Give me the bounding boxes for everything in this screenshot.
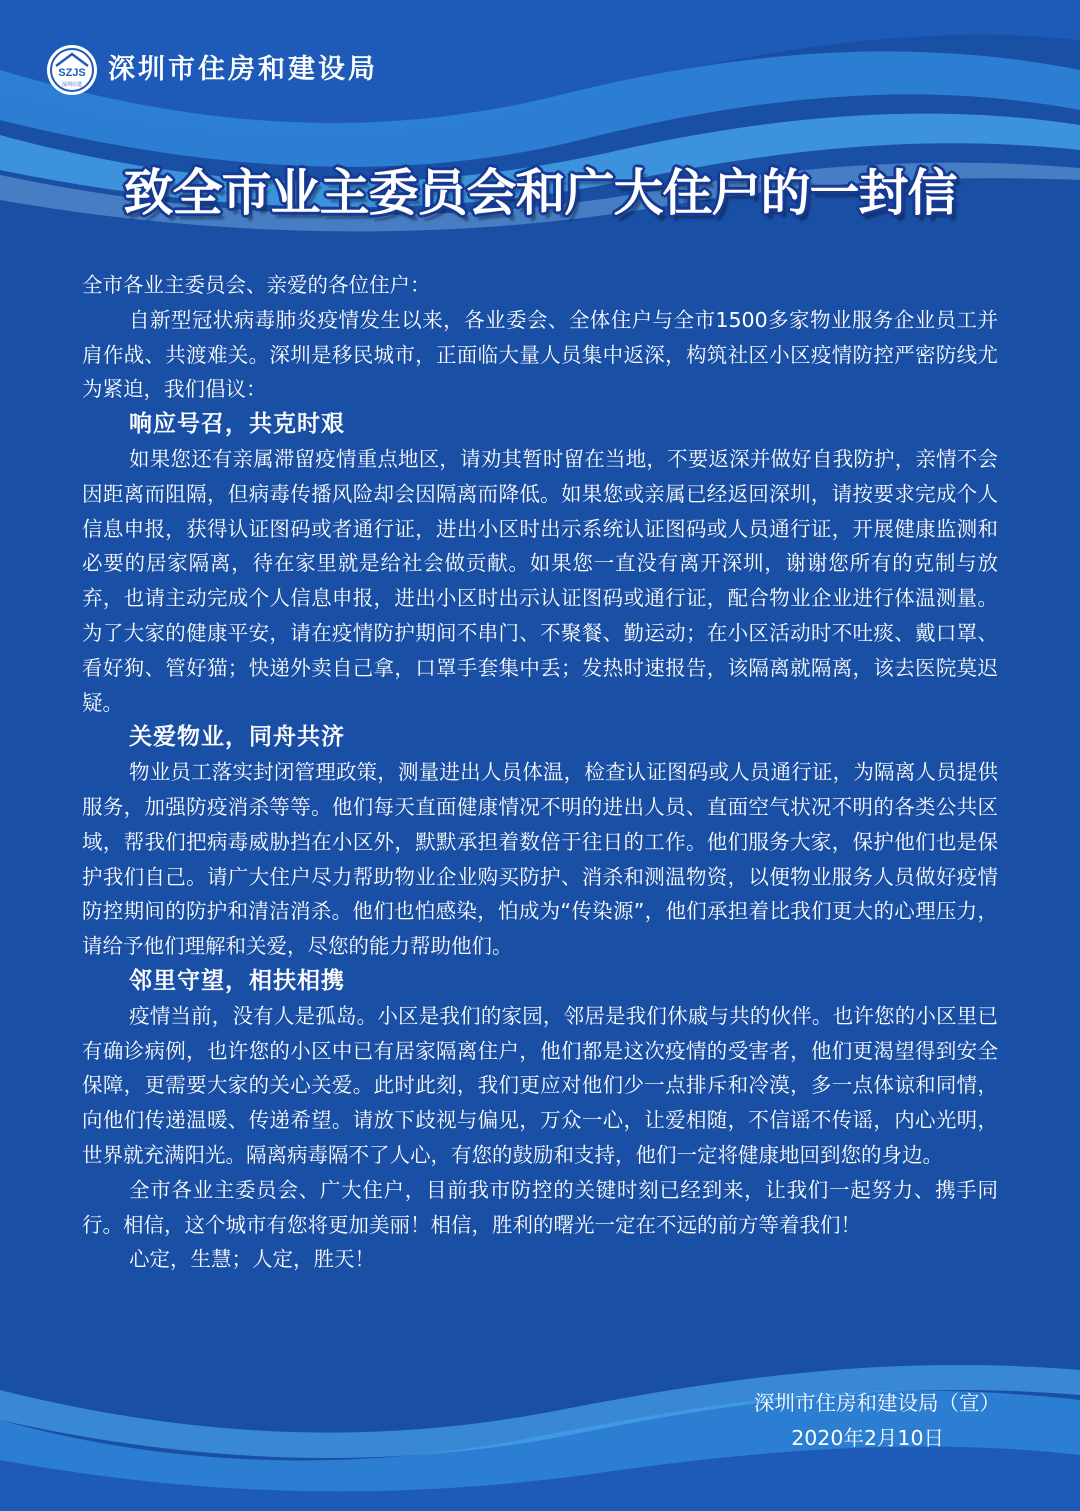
motto: 心定，生慧；人定，胜天！ — [129, 1247, 375, 1272]
signature — [754, 1386, 1000, 1456]
intro-paragraph: 自新型冠状病毒肺炎疫情发生以来，各业委会、全体住户与全市1500多家物业服务企业员工并肩作战、共渡难关。深圳是移民城市，正面临大量人员集中返深，构筑社区小区疫情防控严密防线尤为紧迫，我们倡议： — [82, 307, 998, 402]
logo-caption: 深圳住建 — [61, 82, 83, 88]
salutation: 全市各业主委员会、亲爱的各位住户： — [82, 273, 431, 297]
letter-title: 致全市业主委员会和广大住户的一封信 — [123, 164, 957, 222]
section-heading: 关爱物业，同舟共济 — [129, 724, 345, 751]
letter-body — [82, 268, 998, 1277]
section-paragraph: 物业员工落实封闭管理政策，测量进出人员体温，检查认证图码或人员通行证，为隔离人员提供服务，加强防疫消杀等等。他们每天直面健康情况不明的进出人员、直面空气状况不明的各类公共区域，帮我们把病毒威胁挡在小区外，默默承担着数倍于往日的工作。他们服务大家，保护他们也是保护我们自己。请广大住户尽力帮助物业企业购买防护、消杀和测温物资，以便物业服务人员做好疫情防控期间的防护和清洁消杀。他们也怕感染，怕成为“传染源”，他们承担着比我们更大的心理压力，请给予他们理解和关爱，尽您的能力帮助他们。 — [82, 760, 998, 959]
szjs-logo-icon — [46, 44, 98, 96]
section-paragraph: 疫情当前，没有人是孤岛。小区是我们的家园，邻居是我们休戚与共的伙伴。也许您的小区里已有确诊病例，也许您的小区中已有居家隔离住户，他们都是这次疫情的受害者，他们更渴望得到安全保障，更需要大家的关心关爱。此时此刻，我们更应对他们少一点排斥和冷漠，多一点体谅和同情，向他们传递温暖、传递希望。请放下歧视与偏见，万众一心，让爱相随，不信谣不传谣，内心光明，世界就充满阳光。隔离病毒隔不了人心，有您的鼓励和支持，他们一定将健康地回到您的身边。 — [82, 1003, 998, 1167]
section-heading: 响应号召，共克时艰 — [129, 411, 345, 438]
closing-paragraph: 全市各业主委员会、广大住户，目前我市防控的关键时刻已经到来，让我们一起努力、携手同行。相信，这个城市有您将更加美丽！相信，胜利的曙光一定在不远的前方等着我们！ — [82, 1177, 998, 1237]
signature-date: 2020年2月10日 — [791, 1425, 944, 1450]
org-name: 深圳市住房和建设局 — [108, 54, 378, 85]
signature-org: 深圳市住房和建设局（宣） — [754, 1391, 1000, 1415]
section-paragraph: 如果您还有亲属滞留疫情重点地区，请劝其暂时留在当地，不要返深并做好自我防护，亲情不会因距离而阻隔，但病毒传播风险却会因隔离而降低。如果您或亲属已经返回深圳，请按要求完成个人信息申报，获得认证图码或者通行证，进出小区时出示系统认证图码或人员通行证，开展健康监测和必要的居家隔离，待在家里就是给社会做贡献。如果您一直没有离开深圳，谢谢您所有的克制与放弃，也请主动完成个人信息申报，进出小区时出示认证图码或通行证，配合物业企业进行体温测量。为了大家的健康平安，请在疫情防护期间不串门、不聚餐、勤运动；在小区活动时不吐痰、戴口罩、看好狗、管好猫；快递外卖自己拿，口罩手套集中丢；发热时速报告，该隔离就隔离，该去医院莫迟疑。 — [82, 446, 998, 715]
logo-text: SZJS — [58, 67, 86, 79]
section-heading: 邻里守望，相扶相携 — [129, 967, 345, 994]
